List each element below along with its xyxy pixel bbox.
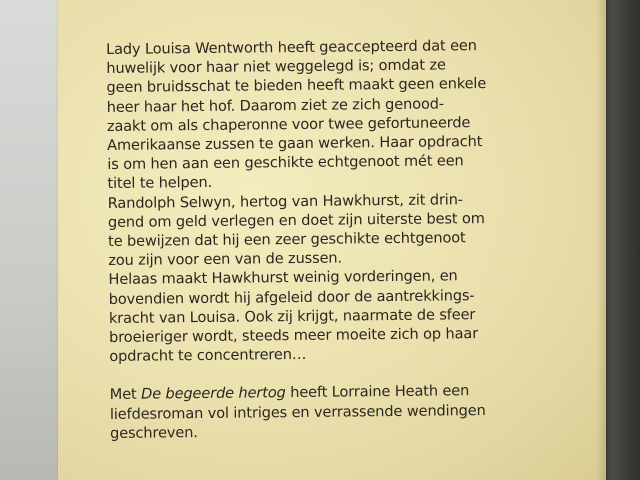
text-line: liefdesroman vol intriges en verrassende wendingen [109, 401, 486, 423]
text-line: Lady Louisa Wentworth heeft geaccepteerd dat een [106, 37, 477, 58]
text-line: gend om geld verlegen en doet zijn uiterste best om [107, 209, 485, 231]
book-back-cover [58, 0, 606, 480]
closing-prefix: Met [109, 386, 142, 404]
background-surface [0, 0, 64, 480]
text-line: geschreven. [110, 423, 198, 442]
text-line: Randolph Selwyn, hertog van Hawkhurst, zit drin- [107, 190, 463, 212]
text-line: zou zijn voor een van de zussen. [108, 249, 343, 270]
text-line: broeieriger wordt, steeds meer moeite zich op haar [109, 325, 479, 347]
text-line: titel te helpen. [107, 174, 213, 193]
text-line: bovendien wordt hij afgeleid door de aantrekkings- [108, 286, 475, 308]
text-line: te bewijzen dat hij een zeer geschikte echtgenoot [108, 229, 466, 251]
text-line: is om hen aan een geschikte echtgenoot mét een [107, 152, 464, 174]
blurb-text [106, 35, 580, 443]
closing-suffix: heeft Lorraine Heath een [285, 382, 470, 402]
text-line: huwelijk voor haar niet weggelegd is; omdat ze [106, 56, 446, 78]
text-line: opdracht te concentreren… [109, 346, 307, 366]
text-line: geen bruidsschat te bieden heeft maakt geen enkele [106, 75, 487, 97]
page-edge-shadow [596, 0, 606, 480]
book-title: De begeerde hertog [140, 384, 286, 404]
text-line: Amerikaanse zussen te gaan werken. Haar opdracht [107, 133, 483, 155]
text-line: Helaas maakt Hawkhurst weinig vorderingen, en [108, 267, 458, 289]
text-line: kracht van Louisa. Ook zij krijgt, naarmate de sfeer [108, 305, 476, 327]
text-line: heer haar het hof. Daarom ziet ze zich genood- [106, 95, 445, 116]
text-line: zaakt om als chaperonne voor twee gefortuneerde [106, 114, 471, 135]
